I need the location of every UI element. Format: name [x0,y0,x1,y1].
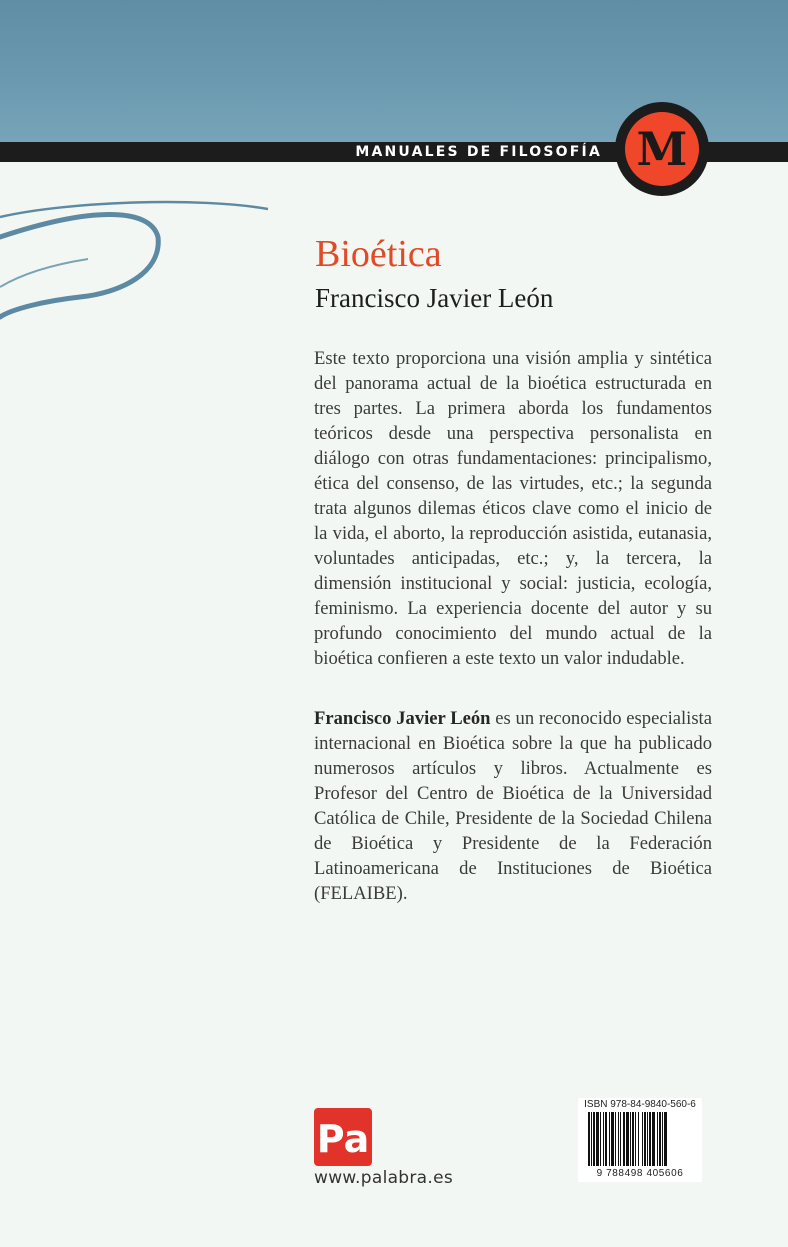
barcode-bar [632,1112,634,1166]
publisher-logo-text: Pa [316,1117,370,1161]
barcode-bar [630,1112,631,1166]
barcode-bar [642,1112,643,1166]
decorative-swoosh [0,195,280,335]
barcode-bar [638,1112,639,1166]
isbn-label: ISBN 978-84-9840-560-6 [584,1099,696,1110]
author-bio-text: es un reconocido especialista internacional en Bioética sobre la que ha publicado numerosos artículos y libros. Actualmente es Profesor del Centro de Bioética de la Universidad Católica de Chile, Presidente de la Sociedad Chilena de Bioética y Presidente de la Federación Latinoamericana de Instituciones de Bioética (FELAIBE). [314,708,712,904]
publisher-logo [314,1108,372,1166]
barcode-bar [615,1112,616,1166]
barcode-bar [605,1112,607,1166]
barcode-bar [588,1112,590,1166]
book-author: Francisco Javier León [315,283,554,313]
barcode-bar [626,1112,629,1166]
series-logo-letter: M [625,112,699,186]
barcode-bar [600,1112,601,1166]
series-label: MANUALES DE FILOSOFÍA [355,144,602,160]
barcode-bar [603,1112,604,1166]
barcode-bar [664,1112,667,1166]
barcode-bar [593,1112,595,1166]
barcode [578,1112,702,1168]
barcode-bar [618,1112,619,1166]
barcode-bar [647,1112,648,1166]
author-bio-name: Francisco Javier León [314,708,491,729]
barcode-bar [620,1112,621,1166]
barcode-bar [652,1112,655,1166]
barcode-bar [649,1112,651,1166]
series-logo [615,102,709,196]
barcode-bar [609,1112,610,1166]
barcode-digits: 9 788498 405606 [596,1168,684,1179]
publisher-website: www.palabra.es [314,1168,454,1188]
barcode-bar [662,1112,663,1166]
barcode-bar [623,1112,625,1166]
barcode-bar [591,1112,592,1166]
book-description: Este texto proporciona una visión amplia y sintética del panorama actual de la bioética estructurada en tres partes. La primera aborda los fundamentos teóricos desde una perspectiva personalista en diálogo con otras fundamentaciones: principalismo, ética del consenso, de las virtudes, etc.; la segunda trata algunos dilemas éticos clave como el inicio de la vida, el aborto, la reproducción asistida, eutanasia, voluntades anticipadas, etc.; y, la tercera, la dimensión institucional y social: justicia, ecología, feminismo. La experiencia docente del autor y su profundo conocimiento del mundo actual de la bioética confieren a este texto un valor indudable. [314,348,712,669]
barcode-bar [596,1112,599,1166]
barcode-bar [644,1112,646,1166]
barcode-bar [635,1112,636,1166]
barcode-bar [657,1112,658,1166]
book-title: Bioética [315,233,442,275]
barcode-bar [611,1112,614,1166]
author-bio [314,706,712,906]
barcode-bar [659,1112,661,1166]
isbn-barcode-box [578,1098,702,1182]
